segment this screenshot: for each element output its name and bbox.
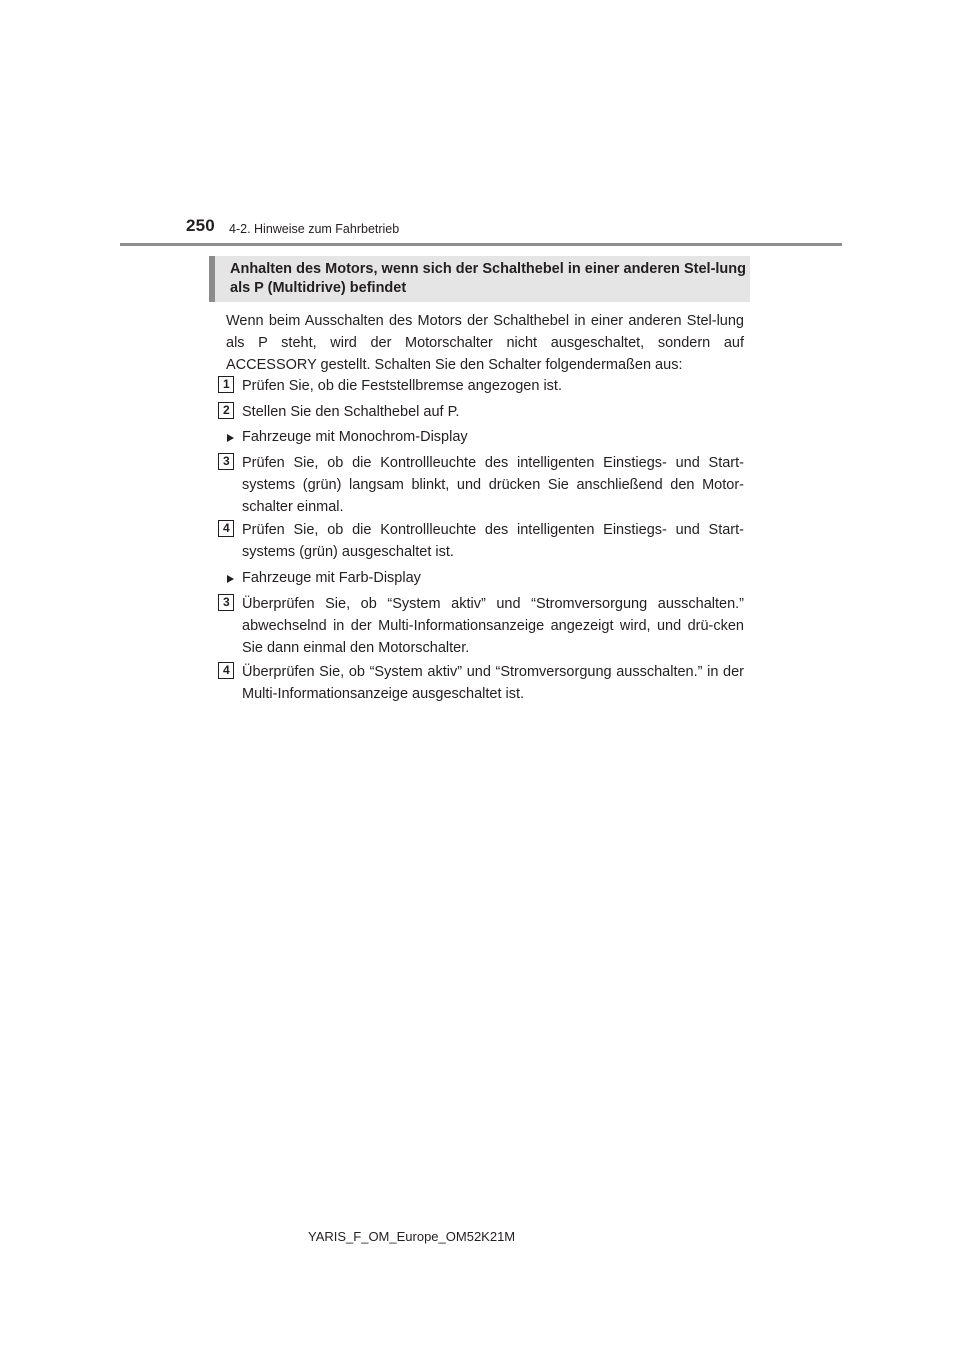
section-title: 4-2. Hinweise zum Fahrbetrieb (229, 222, 400, 236)
step-number-badge: 3 (218, 594, 234, 611)
step-text: Überprüfen Sie, ob “System aktiv” und “Stromversorgung ausschalten.” abwechselnd in der Multi-Informationsanzeige angezeigt wird, und drü-cken Sie dann einmal den Motorschalter. (242, 596, 744, 656)
topic-heading: Anhalten des Motors, wenn sich der Schalthebel in einer anderen Stel-lung als P (Multidrive) befindet (230, 261, 746, 296)
condition-label: Fahrzeuge mit Farb-Display (242, 570, 421, 586)
step-number-badge: 4 (218, 662, 234, 679)
triangle-bullet-icon (227, 575, 234, 583)
page-number: 250 (186, 216, 215, 235)
step-text: Stellen Sie den Schalthebel auf P. (242, 404, 460, 420)
step-number-badge: 1 (218, 376, 234, 393)
header-divider (120, 243, 842, 246)
step-number-badge: 4 (218, 520, 234, 537)
step-text: Prüfen Sie, ob die Kontrollleuchte des intelligenten Einstiegs- und Start-systems (grün) ausgeschaltet ist. (242, 522, 744, 560)
step-number-badge: 2 (218, 402, 234, 419)
topic-heading-box (209, 256, 750, 302)
triangle-bullet-icon (227, 434, 234, 442)
step-text: Überprüfen Sie, ob “System aktiv” und “Stromversorgung ausschalten.” in der Multi-Informationsanzeige ausgeschaltet ist. (242, 664, 744, 702)
step-number-badge: 3 (218, 453, 234, 470)
step-text: Prüfen Sie, ob die Kontrollleuchte des intelligenten Einstiegs- und Start-systems (grün) langsam blinkt, und drücken Sie anschließend den Motor-schalter einmal. (242, 455, 744, 515)
condition-label: Fahrzeuge mit Monochrom-Display (242, 429, 468, 445)
footer-document-code: YARIS_F_OM_Europe_OM52K21M (308, 1229, 516, 1244)
intro-paragraph: Wenn beim Ausschalten des Motors der Schalthebel in einer anderen Stel-lung als P steht, wird der Motorschalter nicht ausgeschaltet, sondern auf ACCESSORY gestellt. Schalten Sie den Schalter folgendermaßen aus: (226, 313, 744, 373)
step-text: Prüfen Sie, ob die Feststellbremse angezogen ist. (242, 378, 562, 394)
